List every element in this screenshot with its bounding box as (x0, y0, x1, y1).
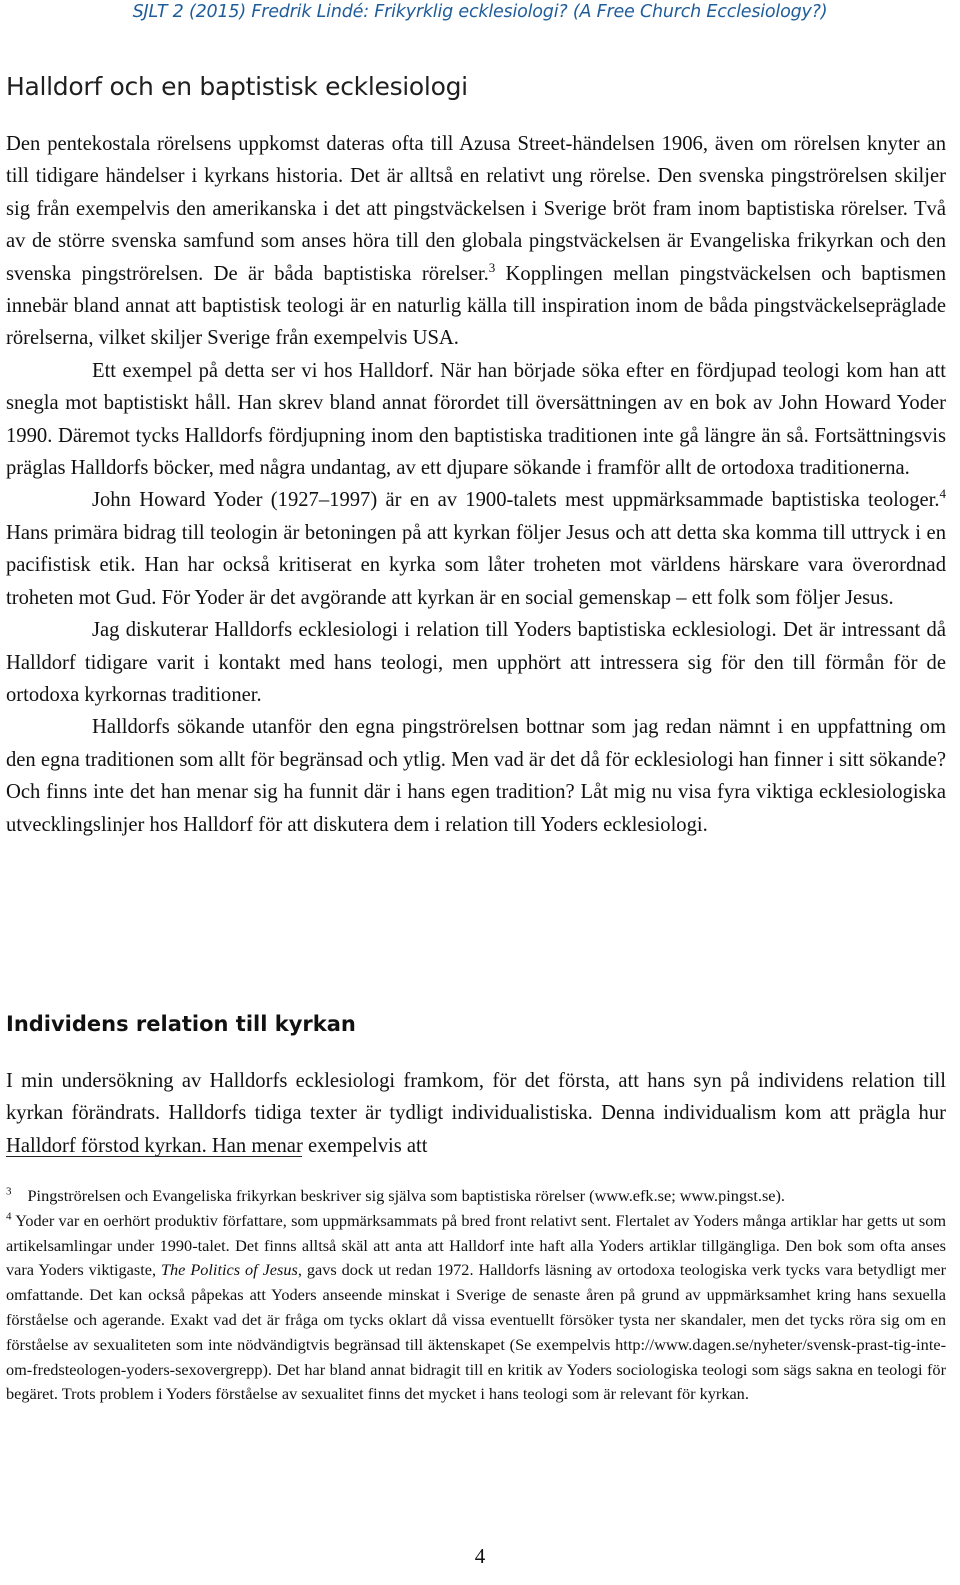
subsection-paragraph-1: I min undersökning av Halldorfs ecklesiologi framkom, för det första, att hans syn på individens relation till kyrkan förändrats. Halldorfs tidiga texter är tydligt individualistiska. Denna individualism kom att prägla hur Halldorf förstod kyrkan. Han menar exempelvis att (6, 1070, 946, 1157)
footnote-3-number: 3 (6, 1185, 12, 1198)
paragraph-1-text-a: Den pentekostala rörelsens uppkomst dateras ofta till Azusa Street-händelsen 1906, även om rörelsen knyter an till tidigare händelser i kyrkans historia. Det är alltså en relativt ung rörelse. Den svenska pingströrelsen skiljer sig från exempelvis den amerikanska i det att pingstväckelsen i Sverige bröt fram inom baptistiska rörelser. Två av de större svenska samfund som anses höra till den globala pingstväckelsen är Evangeliska frikyrkan och den svenska pingströrelsen. De är båda baptistiska rörelser. (6, 133, 946, 285)
footnote-4-book-title: The Politics of Jesus (160, 1260, 298, 1280)
footnote-3-text: Pingströrelsen och Evangeliska frikyrkan beskriver sig själva som baptistiska rörelser (www.efk.se; www.pingst.se). (27, 1186, 786, 1205)
paragraph-3-text-b: Hans primära bidrag till teologin är betoningen på att kyrkan följer Jesus och att detta ska komma till uttryck i en pacifistisk etik. Han har också kritiserat en kyrka som låter troheten mot världens härskare vara överordnad troheten mot Gud. För Yoder är det avgörande att kyrkan är en social gemenskap – ett folk som följer Jesus. (6, 521, 946, 609)
section-body (6, 128, 946, 841)
paragraph-3-text-a: John Howard Yoder (1927–1997) är en av 1900-talets mest uppmärksammade baptistiska teologer. (92, 489, 940, 512)
footnote-4-text-a: Yoder var en oerhört produktiv författare, som uppmärksammats på bred front relativt sent. Flertalet av Yoders många artiklar har getts ut som artikelsamlingar under 1990-talet. Det finns alltså skäl att anta att Halldorf inte haft alla Yoders artiklar tillgängliga. Den bok som ofta anses vara Yoders viktigaste, (6, 1210, 947, 1280)
footnote-4-text-b: , gavs dock ut redan 1972. Halldorfs läsning av ortodoxa teologiska verk tycks vara betydligt mer omfattande. Det kan också påpekas att Yoders anseende minskat i Sverige de senaste åren på grund av uppmärksamhet kring hans sexuella förståelse och agerande. Exakt vad det är fråga om tycks oklart då vissa eventuellt försöker tysta ner skandaler, men det tycks röra sig om en förståelse av sexualiteten som inte nödvändigtvis begränsad till äktenskapet (Se exempelvis http://www.dagen.se/nyheter/svensk-prast-tig-inte-om-fredsteologen-yoders-sexovergrepp). Det har bland annat bidragit till en kritik av Yoders sociologiska teologi som sägs sakna en teologi för begäret. Trots problem i Yoders förståelse av sexualitet finns det mycket i hans teologi som är relevant för kyrkan. (6, 1260, 947, 1404)
footnote-ref-3[interactable]: 3 (488, 259, 496, 275)
paragraph-4: Jag diskuterar Halldorfs ecklesiologi i relation till Yoders baptistiska ecklesiologi. Det är intressant då Halldorf tidigare varit i kontakt med hans teologi, men upphört att intressera sig för den till förmån för de ortodoxa kyrkornas traditioner. (6, 619, 946, 706)
footnote-3 (6, 1184, 946, 1209)
section-title: Halldorf och en baptistisk ecklesiologi (6, 72, 468, 101)
paragraph-1 (6, 128, 946, 355)
footnote-separator (6, 1156, 302, 1157)
page-number: 4 (474, 1544, 486, 1568)
paragraph-2: Ett exempel på detta ser vi hos Halldorf. När han började söka efter en fördjupad teologi kom han att snegla mot baptistiskt håll. Han skrev bland annat förordet till översättningen av en bok av John Howard Yoder 1990. Däremot tycks Halldorfs fördjupning inom den baptistiska traditionen inte gå längre än så. Fortsättningsvis präglas Halldorfs böcker, med några undantag, av ett djupare sökande i framför allt de ortodoxa traditionerna. (6, 359, 946, 480)
running-header: SJLT 2 (2015) Fredrik Lindé: Frikyrklig ecklesiologi? (A Free Church Ecclesiology?) (132, 2, 828, 22)
paragraph-5: Halldorfs sökande utanför den egna pingströrelsen bottnar som jag redan nämnt i en uppfattning om den egna traditionen som allt för begränsad och ytlig. Men vad är det då för ecklesiologi han finner i sitt sökande? Och finns inte det han menar sig ha funnit där i hans egen tradition? Låt mig nu visa fyra viktiga ecklesiologiska utvecklingslinjer hos Halldorf för att diskutera dem i relation till Yoders ecklesiologi. (6, 716, 946, 836)
paragraph-1-text-b: Kopplingen mellan pingstväckelsen och baptismen innebär bland annat att baptistisk teologi är en naturlig källa till inspiration inom de båda pingstväckelsepräglade rörelserna, vilket skiljer Sverige från exempelvis USA. (6, 262, 946, 350)
subsection-heading: Individens relation till kyrkan (6, 1012, 356, 1036)
footnote-4 (6, 1209, 946, 1407)
footnote-ref-4[interactable]: 4 (939, 486, 946, 502)
paragraph-3 (6, 484, 946, 614)
subsection-body (6, 1065, 946, 1162)
footnote-4-number: 4 (6, 1210, 12, 1223)
footnotes (6, 1184, 946, 1407)
